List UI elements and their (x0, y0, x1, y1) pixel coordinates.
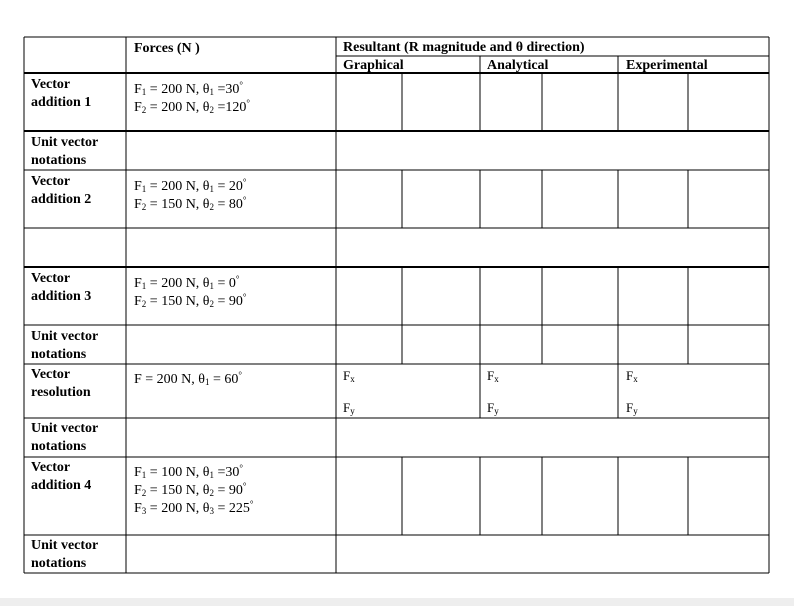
row-label-uvn3-line1: Unit vector (31, 329, 99, 344)
row-label-uvn4-line1: Unit vector (31, 538, 99, 553)
vr-graphical-fx: $F_x$ (343, 368, 355, 384)
row-label-vr-line2: resolution (31, 385, 91, 400)
row-label-va4-line2: addition 4 (31, 478, 92, 493)
row-label-va4-line1: Vector (31, 460, 71, 475)
vr-experimental-fx: $F_x$ (626, 368, 638, 384)
row-label-uvn1-line1: Unit vector (31, 135, 99, 150)
force-va1-f2: $F_2 = 200$ N, $\theta_2 =120^\circ$ (134, 98, 251, 115)
force-va1-f1: $F_1 = 200$ N, $\theta_1 =30^\circ$ (134, 80, 244, 97)
row-label-uvn4-line2: notations (31, 556, 87, 571)
header-resultant: Resultant (R magnitude and θ direction) (343, 40, 585, 55)
header-forces: Forces (N ) (134, 41, 200, 56)
row-label-uvnr-line1: Unit vector (31, 421, 99, 436)
row-label-va1-line1: Vector (31, 77, 71, 92)
force-vr-f: F = 200 N, $\theta_1 = 60^\circ$ (134, 370, 243, 387)
row-label-uvn1-line2: notations (31, 153, 87, 168)
row-label-uvnr-line2: notations (31, 439, 87, 454)
header-analytical: Analytical (487, 58, 549, 73)
force-va4-f1: $F_1 = 100$ N, $\theta_1 =30^\circ$ (134, 463, 244, 480)
vr-experimental-fy: $F_y$ (626, 400, 638, 416)
row-label-va3-line1: Vector (31, 271, 71, 286)
force-va3-f1: $F_1 = 200$ N, $\theta_1 = 0^\circ$ (134, 274, 240, 291)
force-va4-f3: $F_3 = 200$ N, $\theta_3 = 225^\circ$ (134, 499, 254, 516)
bottom-strip (0, 598, 794, 606)
force-va2-f2: $F_2 = 150$ N, $\theta_2 = 80^\circ$ (134, 195, 247, 212)
force-va3-f2: $F_2 = 150$ N, $\theta_2 = 90^\circ$ (134, 292, 247, 309)
force-va4-f2: $F_2 = 150$ N, $\theta_2 = 90^\circ$ (134, 481, 247, 498)
vr-analytical-fx: $F_x$ (487, 368, 499, 384)
row-label-va1-line2: addition 1 (31, 95, 92, 110)
header-graphical: Graphical (343, 58, 404, 73)
vr-graphical-fy: $F_y$ (343, 400, 355, 416)
force-va2-f1: $F_1 = 200$ N, $\theta_1 = 20^\circ$ (134, 177, 247, 194)
row-label-va2-line2: addition 2 (31, 192, 92, 207)
vr-analytical-fy: $F_y$ (487, 400, 499, 416)
row-label-va3-line2: addition 3 (31, 289, 92, 304)
header-experimental: Experimental (626, 58, 708, 73)
row-label-vr-line1: Vector (31, 367, 71, 382)
row-label-va2-line1: Vector (31, 174, 71, 189)
row-label-uvn3-line2: notations (31, 347, 87, 362)
